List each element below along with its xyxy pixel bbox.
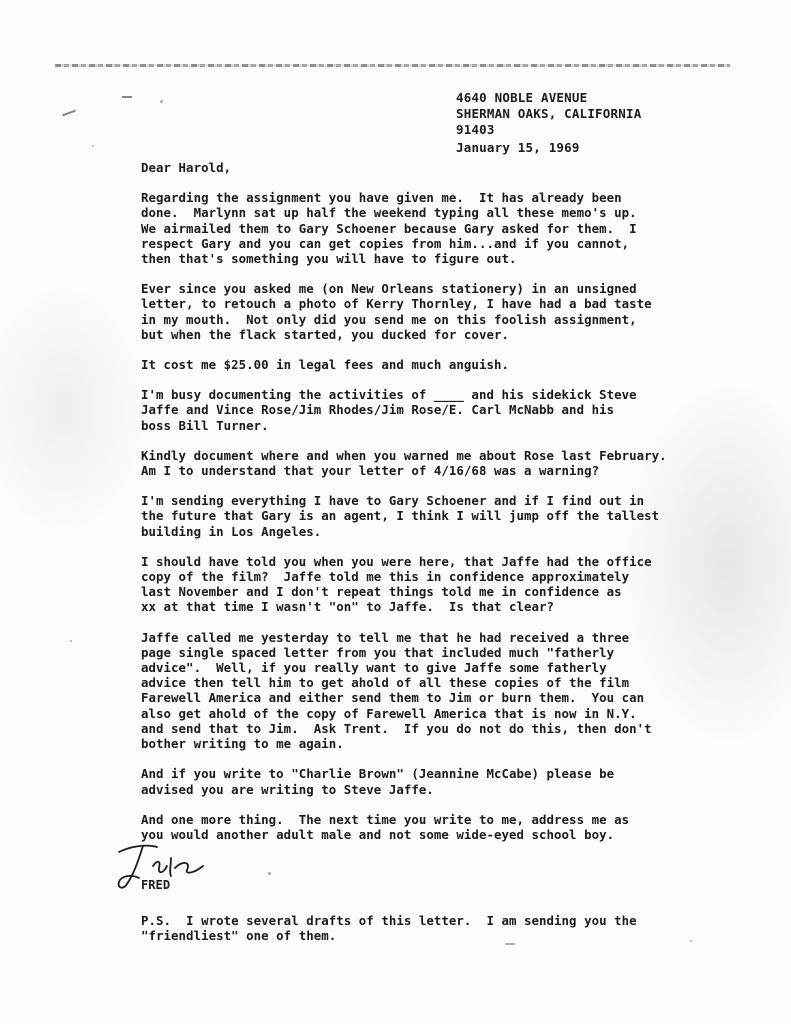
body-line: advice". Well, if you really want to give Jaffe some fatherly: [141, 660, 607, 676]
scan-mark: [122, 96, 132, 98]
body-line: It cost me $25.00 in legal fees and much anguish.: [141, 357, 509, 373]
body-line: done. Marlynn sat up half the weekend typing all these memo's up.: [141, 205, 637, 221]
paragraph-7: [141, 554, 726, 615]
body-line: We airmailed them to Gary Schoener because Gary asked for them. I: [141, 220, 637, 236]
postscript: [141, 913, 726, 943]
paragraph-3: [141, 357, 726, 372]
address-zip: 91403: [456, 122, 495, 137]
body-line: boss Bill Turner.: [141, 417, 269, 433]
body-line: I should have told you when you were here, that Jaffe had the office: [141, 553, 652, 569]
body-line: also get ahold of the copy of Farewell America that is now in N.Y.: [141, 705, 637, 721]
body-line: xx at that time I wasn't "on" to Jaffe. Is that clear?: [141, 599, 555, 615]
body-line: Kindly document where and when you warned me about Rose last February.: [141, 447, 667, 463]
scan-speck: [70, 640, 72, 642]
body-line: but when the flack started, you ducked for cover.: [141, 326, 509, 342]
body-line: letter, to retouch a photo of Kerry Thornley, I have had a bad taste: [141, 296, 652, 312]
body-line: Jaffe and Vince Rose/Jim Rhodes/Jim Rose/E. Carl McNabb and his: [141, 402, 615, 418]
paragraph-8: [141, 630, 726, 752]
postscript-line: "friendliest" one of them.: [141, 928, 337, 944]
body-line: advice then tell him to get ahold of all these copies of the film: [141, 675, 630, 691]
body-line: in my mouth. Not only did you send me on this foolish assignment,: [141, 311, 637, 327]
letter-body: [141, 160, 726, 944]
body-line: Farewell America and either send them to Jim or burn them. You can: [141, 690, 645, 706]
scan-speck: [92, 145, 94, 147]
body-line: I'm sending everything I have to Gary Schoener and if I find out in: [141, 493, 645, 509]
address-city: SHERMAN OAKS, CALIFORNIA: [456, 106, 642, 121]
body-line: I'm busy documenting the activities of ____ and his sidekick Steve: [141, 387, 637, 403]
address-street: 4640 NOBLE AVENUE: [456, 90, 588, 105]
typed-signature: FRED: [141, 878, 171, 893]
body-line: Am I to understand that your letter of 4/16/68 was a warning?: [141, 463, 600, 479]
scan-top-edge: [55, 64, 730, 67]
paragraph-6: [141, 493, 726, 539]
letter-date: January 15, 1969: [456, 140, 580, 155]
scan-speck: [160, 100, 163, 103]
paragraph-2: [141, 281, 726, 342]
body-line: bother writing to me again.: [141, 736, 344, 752]
paragraph-4: [141, 387, 726, 433]
handwritten-signature: [113, 838, 233, 898]
signature-block: [141, 848, 726, 898]
paragraph-1: [141, 190, 726, 266]
body-line: the future that Gary is an agent, I think I will jump off the tallest: [141, 508, 660, 524]
letterhead-address: [456, 90, 641, 156]
salutation: Dear Harold,: [141, 160, 232, 175]
body-line: Ever since you asked me (on New Orleans stationery) in an unsigned: [141, 281, 637, 297]
body-line: advised you are writing to Steve Jaffe.: [141, 781, 434, 797]
body-line: and send that to Jim. Ask Trent. If you do not do this, then don't: [141, 720, 652, 736]
body-line: building in Los Angeles.: [141, 523, 322, 539]
body-line: copy of the film? Jaffe told me this in confidence approximately: [141, 569, 630, 585]
postscript-line: P.S. I wrote several drafts of this letter. I am sending you the: [141, 913, 637, 929]
paragraph-9: [141, 766, 726, 796]
body-line: last November and I don't repeat things told me in confidence as: [141, 584, 622, 600]
body-line: And one more thing. The next time you write to me, address me as: [141, 811, 630, 827]
body-line: Jaffe called me yesterday to tell me that he had received a three: [141, 629, 630, 645]
body-line: you would another adult male and not some wide-eyed school boy.: [141, 826, 615, 842]
body-line: respect Gary and you can get copies from him...and if you cannot,: [141, 235, 630, 251]
body-line: And if you write to "Charlie Brown" (Jeannine McCabe) please be: [141, 766, 615, 782]
body-line: page single spaced letter from you that included much "fatherly: [141, 644, 615, 660]
scan-mark: [62, 110, 76, 117]
body-line: then that's something you will have to figure out.: [141, 251, 517, 267]
body-line: Regarding the assignment you have given me. It has already been: [141, 190, 622, 206]
paragraph-5: [141, 448, 726, 478]
